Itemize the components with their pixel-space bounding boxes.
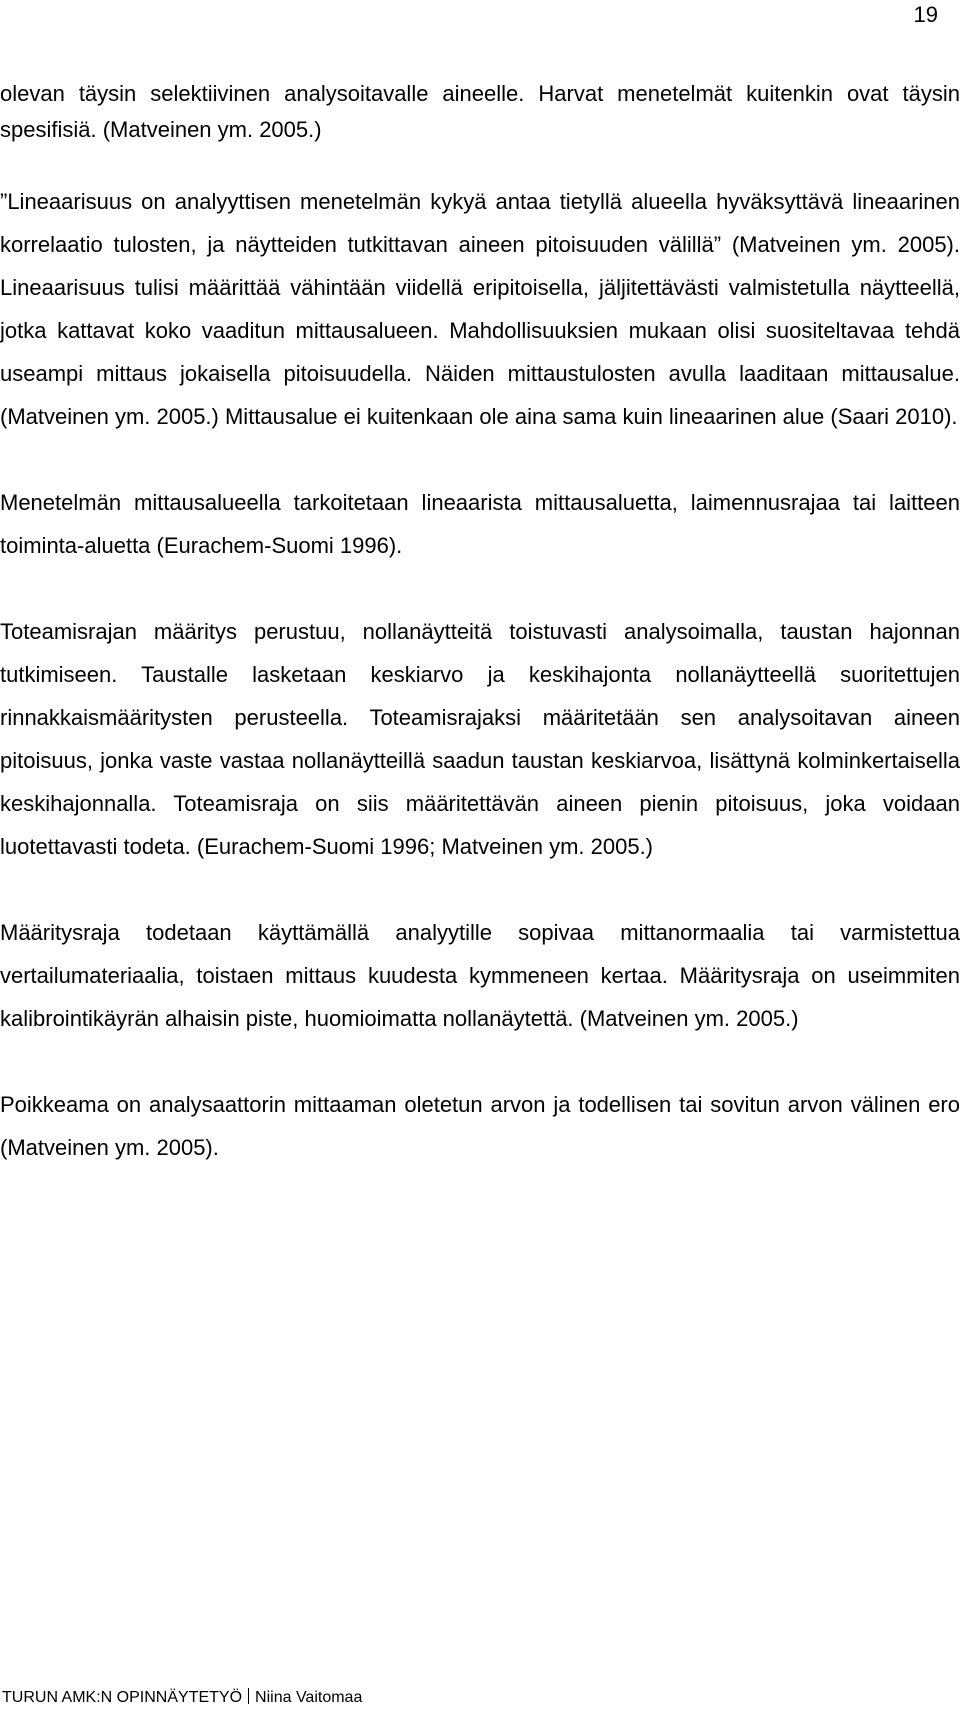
paragraph-selectivity-continued: olevan täysin selektiivinen analysoitavalle aineelle. Harvat menetelmät kuitenkin ovat täysin spesifisiä. (Matveinen ym. 2005.) bbox=[0, 81, 960, 142]
page-footer bbox=[2, 1688, 362, 1708]
paragraph-detection-limit: Toteamisrajan määritys perustuu, nollanäytteitä toistuvasti analysoimalla, taustan hajonnan tutkimiseen. Taustalle lasketaan keskiarvo ja keskihajonta nollanäytteellä suoritettujen rinnakkaismääritysten perusteella. Toteamisrajaksi määritetään sen analysoitavan aineen pitoisuus, jonka vaste vastaa nollanäytteillä saadun taustan keskiarvoa, lisättynä kolminkertaisella keskihajonnalla. Toteamisraja on siis määritettävän aineen pienin pitoisuus, joka voidaan luotettavasti todeta. (Eurachem-Suomi 1996; Matveinen ym. 2005.) bbox=[0, 619, 960, 859]
footer-author: Niina Vaitomaa bbox=[255, 1689, 363, 1706]
paragraph-measuring-range: Menetelmän mittausalueella tarkoitetaan lineaarista mittausaluetta, laimennusrajaa tai laitteen toiminta-aluetta (Eurachem-Suomi 1996). bbox=[0, 490, 960, 558]
paragraph-bias: Poikkeama on analysaattorin mittaaman oletetun arvon ja todellisen tai sovitun arvon välinen ero (Matveinen ym. 2005). bbox=[0, 1092, 960, 1160]
body-text bbox=[0, 76, 960, 1169]
footer-institution: TURUN AMK:N OPINNÄYTETYÖ bbox=[2, 1689, 243, 1706]
paragraph-linearity: ”Lineaarisuus on analyyttisen menetelmän kykyä antaa tietyllä alueella hyväksyttävä lineaarinen korrelaatio tulosten, ja näytteiden tutkittavan aineen pitoisuuden välillä” (Matveinen ym. 2005). Lineaarisuus tulisi määrittää vähintään viidellä eripitoisella, jäljitettävästi valmistetulla näytteellä, jotka kattavat koko vaaditun mittausalueen. Mahdollisuuksien mukaan olisi suositeltavaa tehdä useampi mittaus jokaisella pitoisuudella. Näiden mittaustulosten avulla laaditaan mittausalue. (Matveinen ym. 2005.) Mittausalue ei kuitenkaan ole aina sama kuin lineaarinen alue (Saari 2010). bbox=[0, 189, 960, 429]
page-number: 19 bbox=[913, 2, 938, 27]
footer-separator bbox=[248, 1688, 249, 1704]
paragraph-quantification-limit: Määritysraja todetaan käyttämällä analyytille sopivaa mittanormaalia tai varmistettua vertailumateriaalia, toistaen mittaus kuudesta kymmeneen kertaa. Määritysraja on useimmiten kalibrointikäyrän alhaisin piste, huomioimatta nollanäytettä. (Matveinen ym. 2005.) bbox=[0, 920, 960, 1031]
